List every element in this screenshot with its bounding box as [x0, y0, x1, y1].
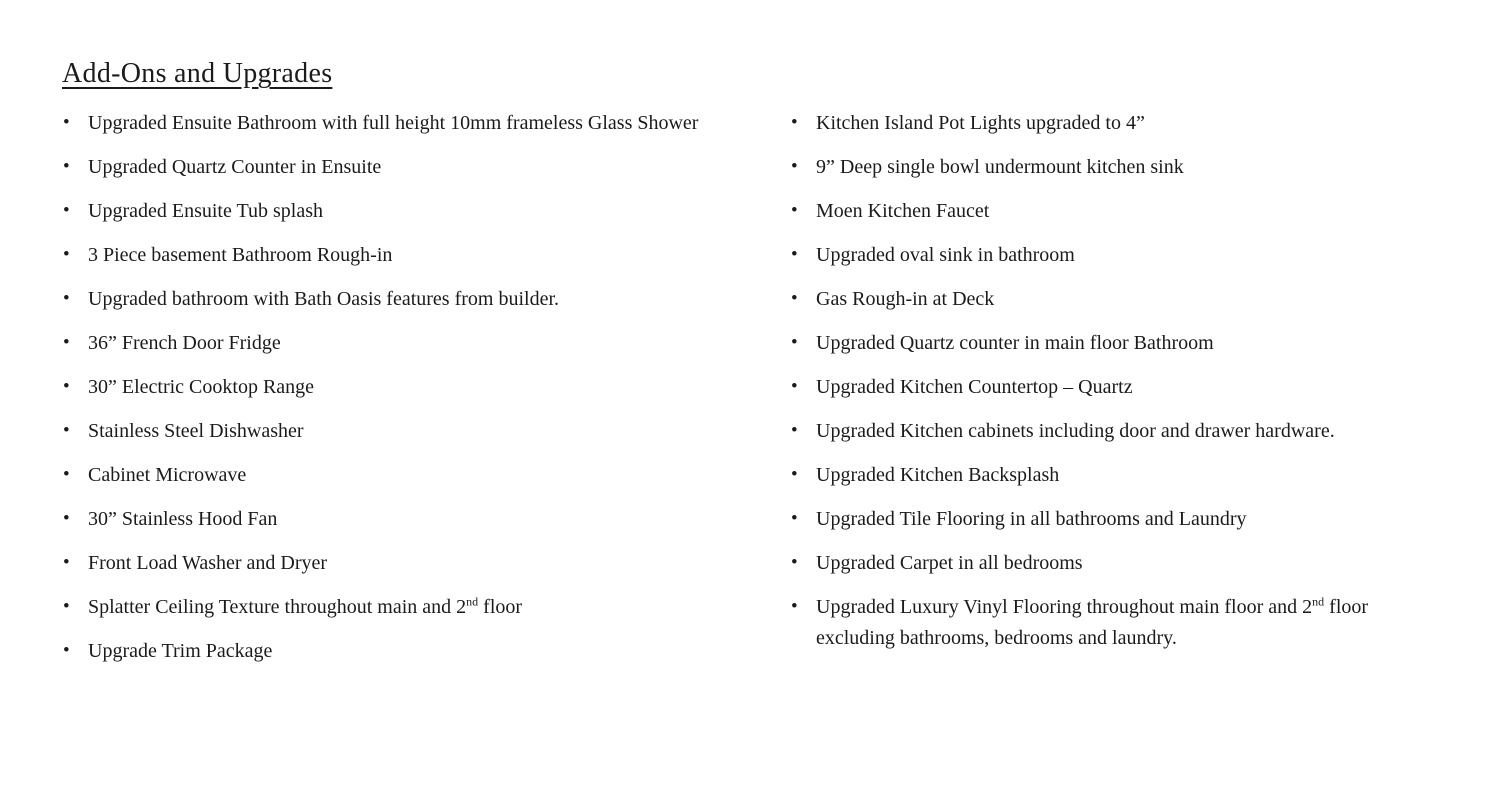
bullet-icon: •	[63, 288, 70, 309]
list-item-text: Upgraded Luxury Vinyl Flooring throughout main floor and 2	[816, 596, 1313, 618]
list-item-text: floor excluding bathrooms, bedrooms and laundry.	[816, 596, 1369, 649]
list-item-text: Gas Rough-in at Deck	[816, 288, 995, 310]
bullet-icon: •	[791, 552, 798, 573]
list-item	[62, 196, 752, 227]
list-item	[62, 460, 752, 491]
list-item	[790, 196, 1430, 227]
bullet-icon: •	[791, 112, 798, 133]
bullet-icon: •	[791, 596, 798, 617]
bullet-icon: •	[63, 376, 70, 397]
bullet-icon: •	[63, 156, 70, 177]
list-item	[62, 548, 752, 579]
bullet-icon: •	[63, 112, 70, 133]
bullet-icon: •	[791, 200, 798, 221]
list-item	[62, 416, 752, 447]
list-item	[790, 504, 1430, 535]
list-item-text: 36” French Door Fridge	[88, 332, 281, 354]
list-item-text: Upgrade Trim Package	[88, 640, 273, 662]
list-item	[790, 416, 1430, 447]
list-item	[790, 372, 1430, 403]
bullet-icon: •	[63, 244, 70, 265]
bullet-icon: •	[63, 420, 70, 441]
list-item	[790, 240, 1430, 271]
list-item	[62, 504, 752, 535]
bullet-icon: •	[63, 200, 70, 221]
bullet-icon: •	[63, 332, 70, 353]
list-item-text: Upgraded bathroom with Bath Oasis features from builder.	[88, 288, 559, 310]
list-item	[790, 460, 1430, 491]
list-item	[62, 152, 752, 183]
list-item-text: Upgraded Ensuite Bathroom with full height 10mm frameless Glass Shower	[88, 112, 699, 134]
list-item	[62, 108, 752, 139]
list-item-text: Cabinet Microwave	[88, 464, 247, 486]
bullet-icon: •	[791, 156, 798, 177]
list-item-text: 9” Deep single bowl undermount kitchen sink	[816, 156, 1184, 178]
list-item	[62, 284, 752, 315]
bullet-icon: •	[63, 596, 70, 617]
bullet-icon: •	[63, 508, 70, 529]
list-item-text: Upgraded Tile Flooring in all bathrooms and Laundry	[816, 508, 1247, 530]
bullet-icon: •	[791, 332, 798, 353]
list-item	[790, 548, 1430, 579]
list-item-text: Upgraded Kitchen cabinets including door and drawer hardware.	[816, 420, 1335, 442]
list-item-text: 30” Stainless Hood Fan	[88, 508, 278, 530]
superscript-ordinal: nd	[466, 594, 479, 609]
list-item	[62, 592, 752, 623]
list-item-text: Kitchen Island Pot Lights upgraded to 4”	[816, 112, 1145, 134]
bullet-icon: •	[63, 464, 70, 485]
bullet-icon: •	[63, 552, 70, 573]
list-item	[62, 636, 752, 667]
bullet-icon: •	[63, 640, 70, 661]
list-item-text: Splatter Ceiling Texture throughout main and 2	[88, 596, 467, 618]
list-item-text: Upgraded Quartz Counter in Ensuite	[88, 156, 382, 178]
list-item-text: 3 Piece basement Bathroom Rough-in	[88, 244, 393, 266]
list-item	[62, 240, 752, 271]
list-item	[62, 372, 752, 403]
list-item-text: Upgraded Kitchen Backsplash	[816, 464, 1060, 486]
list-item-text: 30” Electric Cooktop Range	[88, 376, 315, 398]
list-item-text: Upgraded Carpet in all bedrooms	[816, 552, 1083, 574]
list-item-text: Stainless Steel Dishwasher	[88, 420, 304, 442]
list-item	[62, 328, 752, 359]
list-item-text: floor	[478, 596, 523, 618]
bullet-icon: •	[791, 376, 798, 397]
superscript-ordinal: nd	[1312, 594, 1325, 609]
addons-list-left	[62, 108, 752, 680]
list-item-text: Upgraded Kitchen Countertop – Quartz	[816, 376, 1133, 398]
list-item-text: Upgraded Ensuite Tub splash	[88, 200, 323, 222]
page-title: Add-Ons and Upgrades	[62, 58, 333, 89]
list-item	[790, 592, 1430, 654]
bullet-icon: •	[791, 420, 798, 441]
list-item	[790, 108, 1430, 139]
list-item-text: Upgraded oval sink in bathroom	[816, 244, 1075, 266]
bullet-icon: •	[791, 508, 798, 529]
list-item-text: Upgraded Quartz counter in main floor Bathroom	[816, 332, 1214, 354]
list-item-text: Front Load Washer and Dryer	[88, 552, 328, 574]
bullet-icon: •	[791, 244, 798, 265]
list-item	[790, 284, 1430, 315]
list-item	[790, 152, 1430, 183]
two-column-layout	[62, 108, 1460, 680]
list-item	[790, 328, 1430, 359]
addons-list-right	[790, 108, 1430, 667]
bullet-icon: •	[791, 288, 798, 309]
list-item-text: Moen Kitchen Faucet	[816, 200, 990, 222]
bullet-icon: •	[791, 464, 798, 485]
